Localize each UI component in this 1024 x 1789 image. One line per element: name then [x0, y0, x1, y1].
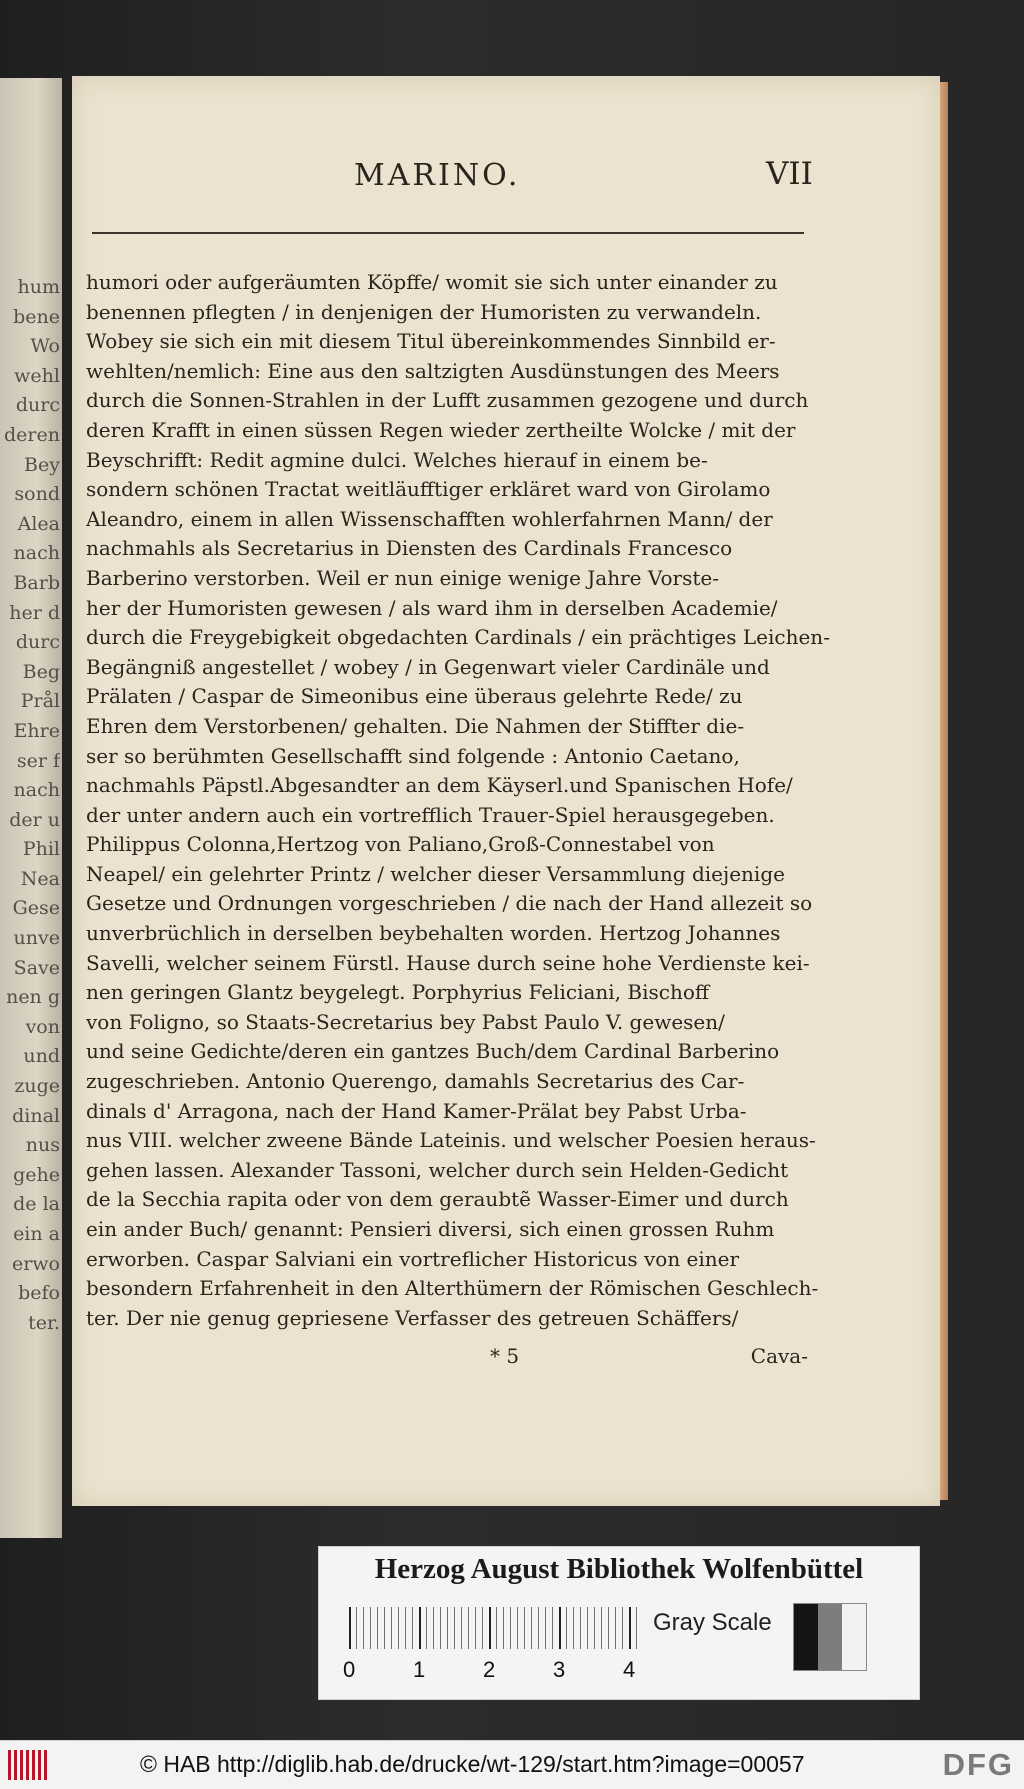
dfg-logo: DFG: [942, 1747, 1014, 1782]
previous-page-fragment: gehe: [13, 1163, 60, 1186]
text-line: besondern Erfahrenheit in den Alterthümern der Römischen Geschlech-: [86, 1276, 819, 1301]
text-line: durch die Sonnen-Strahlen in der Lufft zusammen gezogene und durch: [86, 388, 809, 413]
text-line: unverbrüchlich in derselben beybehalten worden. Hertzog Johannes: [86, 921, 781, 946]
swatch-white: [842, 1604, 866, 1670]
catchword: Cava-: [750, 1344, 808, 1368]
previous-page-fragment: ter.: [28, 1311, 60, 1334]
previous-page-fragment: befo: [18, 1282, 60, 1305]
page-number: VII: [766, 156, 813, 192]
text-line: Ehren dem Verstorbenen/ gehalten. Die Nahmen der Stiffter die-: [86, 713, 745, 738]
previous-page-fragment: her d: [9, 601, 60, 624]
text-line: durch die Freygebigkeit obgedachten Cardinals / ein prächtiges Leichen-: [86, 625, 830, 650]
running-title: MARINO.: [354, 158, 521, 193]
previous-page-fragment: unve: [13, 927, 60, 950]
ruler-number: 3: [553, 1657, 566, 1682]
text-line: Wobey sie sich ein mit diesem Titul übereinkommendes Sinnbild er-: [86, 329, 776, 354]
text-line: Beyschrifft: Redit agmine dulci. Welches hierauf in einem be-: [86, 447, 708, 472]
previous-page-fragment: Prål: [20, 690, 60, 713]
color-calibration-card: [318, 1546, 920, 1700]
previous-page-fragment: von: [25, 1015, 60, 1038]
ruler-major-tick: [559, 1607, 561, 1649]
swatch-gray: [818, 1604, 842, 1670]
previous-page-fragment: nus: [25, 1134, 60, 1157]
text-line: Aleandro, einem in allen Wissenschafften wohlerfahrnen Mann/ der: [86, 506, 773, 531]
text-line: her der Humoristen gewesen / als ward ihm in derselben Academie/: [86, 595, 778, 620]
scale-ruler: [349, 1607, 659, 1649]
previous-page-fragment: ein a: [13, 1223, 60, 1245]
previous-page-fragment: deren: [4, 423, 60, 446]
gray-swatches: [793, 1603, 867, 1671]
text-line: erworben. Caspar Salviani ein vortreflicher Historicus von einer: [86, 1246, 740, 1271]
text-line: nachmahls Päpstl.Abgesandter an dem Käyserl.und Spanischen Hofe/: [86, 773, 793, 798]
text-line: zugeschrieben. Antonio Querengo, damahls Secretarius des Car-: [86, 1069, 745, 1094]
ruler-major-tick: [629, 1607, 631, 1649]
previous-page-fragment: durc: [15, 631, 60, 654]
previous-page-fragment: nach: [13, 542, 60, 565]
previous-page-fragment: Bey: [24, 453, 60, 476]
previous-page-text: [2, 273, 60, 1338]
previous-page-fragment: hum: [17, 276, 60, 298]
text-line: ein ander Buch/ genannt: Pensieri diversi, sich einen grossen Ruhm: [86, 1217, 775, 1241]
text-line: ser so berühmten Gesellschafft sind folgende : Antonio Caetano,: [86, 743, 740, 768]
hab-logo-icon: [8, 1750, 48, 1780]
previous-page-fragment: Alea: [17, 512, 60, 535]
text-line: ter. Der nie genug gepriesene Verfasser des getreuen Schäffers/: [86, 1305, 739, 1330]
previous-page-fragment: Beg: [22, 660, 60, 683]
text-line: nachmahls als Secretarius in Diensten des Cardinals Francesco: [86, 536, 733, 561]
signature-mark: * 5: [490, 1344, 520, 1368]
previous-page-fragment: nach: [13, 779, 60, 802]
previous-page-fragment: Save: [13, 956, 60, 979]
text-line: dinals d' Arragona, nach der Hand Kamer-Prälat bey Pabst Urba-: [86, 1098, 747, 1123]
previous-page-fragment: der u: [9, 808, 60, 831]
previous-page-fragment: nen g: [6, 986, 60, 1009]
previous-page-fragment: de la: [13, 1193, 60, 1216]
text-line: Gesetze und Ordnungen vorgeschrieben / die nach der Hand allezeit so: [86, 891, 813, 916]
text-line: Begängniß angestellet / wobey / in Gegenwart vieler Cardinäle und: [86, 654, 770, 679]
previous-page-fragment: bene: [13, 305, 60, 328]
text-line: deren Krafft in einen süssen Regen wieder zertheilte Wolcke / mit der: [86, 417, 796, 442]
previous-page-fragment: Ehre: [13, 719, 60, 742]
previous-page-fragment: Nea: [20, 867, 60, 890]
ruler-number: 1: [413, 1657, 426, 1682]
previous-page-fragment: erwo: [11, 1252, 60, 1275]
text-line: de la Secchia rapita oder von dem geraubtẽ Wasser-Eimer und durch: [86, 1187, 789, 1212]
library-name: Herzog August Bibliothek Wolfenbüttel: [374, 1553, 864, 1585]
previous-page-fragment: wehl: [14, 364, 60, 387]
ruler-major-tick: [349, 1607, 351, 1649]
previous-page-fragment: ser f: [16, 749, 60, 772]
previous-page-fragment: dinal: [12, 1104, 60, 1127]
footer-bar: [0, 1740, 1024, 1789]
previous-page-fragment: Barb: [13, 571, 60, 594]
ruler-major-tick: [419, 1607, 421, 1649]
ruler-number: 0: [343, 1657, 356, 1682]
text-line: gehen lassen. Alexander Tassoni, welcher durch sein Helden-Gedicht: [86, 1157, 789, 1182]
previous-page-fragment: Phil: [22, 838, 60, 861]
text-line: der unter andern auch ein vortrefflich Trauer-Spiel herausgegeben.: [86, 802, 775, 827]
page-foot: [86, 1344, 830, 1376]
text-line: Neapel/ ein gelehrter Printz / welcher dieser Versammlung diejenige: [86, 861, 785, 886]
text-line: von Foligno, so Staats-Secretarius bey Pabst Paulo V. gewesen/: [86, 1009, 725, 1034]
text-line: Savelli, welcher seinem Fürstl. Hause durch seine hohe Verdienste kei-: [86, 950, 810, 975]
page-fore-edge: [940, 82, 948, 1500]
text-line: nus VIII. welcher zweene Bände Lateinis. und welscher Poesien heraus-: [86, 1128, 816, 1153]
previous-page-fragment: und: [23, 1045, 60, 1068]
copyright-link[interactable]: © HAB http://diglib.hab.de/drucke/wt-129/start.htm?image=00057: [140, 1751, 805, 1777]
ruler-ticks: [349, 1607, 639, 1649]
previous-page-fragment: Gese: [12, 897, 60, 920]
text-line: wehlten/nemlich: Eine aus den saltzigten Ausdünstungen des Meers: [86, 358, 780, 383]
ruler-number: 4: [623, 1657, 636, 1682]
text-line: nen geringen Glantz beygelegt. Porphyrius Feliciani, Bischoff: [86, 980, 710, 1005]
body-text: [86, 268, 830, 1333]
text-line: Philippus Colonna,Hertzog von Paliano,Groß-Connestabel von: [86, 832, 715, 857]
text-line: Barberino verstorben. Weil er nun einige wenige Jahre Vorste-: [86, 565, 719, 590]
previous-page-fragment: sond: [14, 483, 60, 506]
gray-scale-label: Gray Scale: [653, 1609, 772, 1636]
swatch-black: [794, 1604, 818, 1670]
previous-page-edge: [0, 78, 62, 1538]
text-line: Prälaten / Caspar de Simeonibus eine überaus gelehrte Rede/ zu: [86, 684, 743, 709]
previous-page-fragment: zuge: [14, 1075, 60, 1098]
previous-page-fragment: durc: [15, 394, 60, 417]
previous-page-fragment: Wo: [30, 335, 60, 358]
text-line: benennen pflegten / in denjenigen der Humoristen zu verwandeln.: [86, 299, 762, 324]
ruler-major-tick: [489, 1607, 491, 1649]
header-rule: [92, 232, 804, 234]
ruler-number: 2: [483, 1657, 496, 1682]
text-line: humori oder aufgeräumten Köpffe/ womit sie sich unter einander zu: [86, 270, 778, 294]
text-line: sondern schönen Tractat weitläufftiger erkläret ward von Girolamo: [86, 477, 771, 502]
text-line: und seine Gedichte/deren ein gantzes Buch/dem Cardinal Barberino: [86, 1039, 780, 1064]
